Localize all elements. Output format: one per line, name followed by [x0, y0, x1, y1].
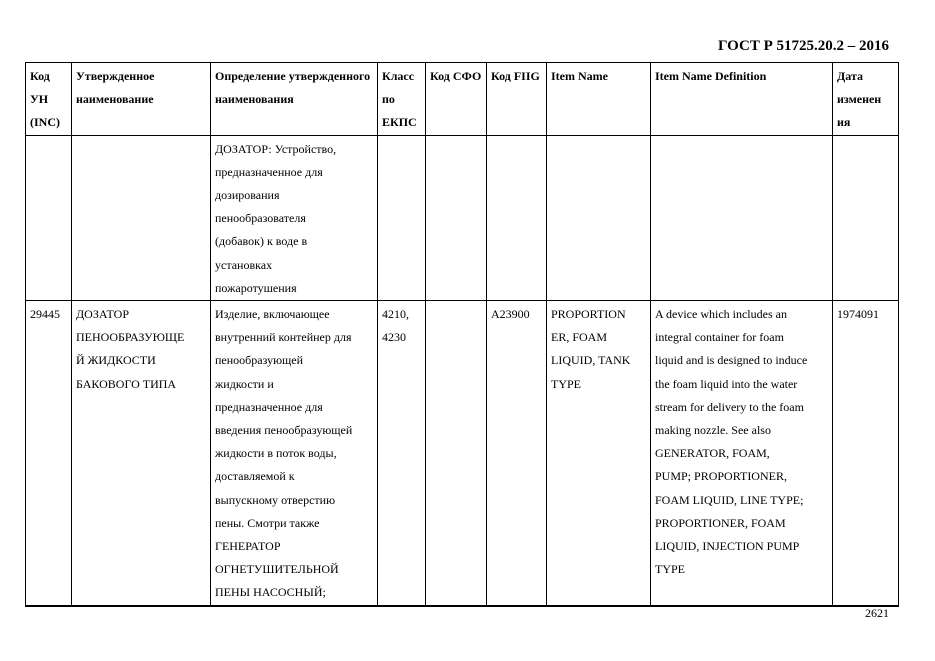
cell-sfo	[426, 135, 487, 300]
header-inc-code: Код УН (INC)	[26, 63, 72, 136]
cell-inc: 29445	[26, 301, 72, 606]
page-number: 2621	[865, 606, 889, 620]
cell-name: ДОЗАТОР ПЕНООБРАЗУЮЩЕ Й ЖИДКОСТИ БАКОВОГО ТИПА	[72, 301, 211, 606]
header-approved-name: Утвержденное наименование	[72, 63, 211, 136]
cell-sfo	[426, 301, 487, 606]
cell-name	[72, 135, 211, 300]
header-item-name: Item Name	[547, 63, 651, 136]
table-row	[26, 301, 899, 606]
item-name-table	[25, 62, 899, 607]
cell-inc	[26, 135, 72, 300]
header-name-definition: Определение утвержденного наименования	[211, 63, 378, 136]
cell-date	[833, 135, 899, 300]
cell-definition: Изделие, включающее внутренний контейнер для пенообразующей жидкости и предназначенное для введения пенообразующей жидкости в поток воды, доставляемой к выпускному отверстию пены. Смотри также ГЕНЕРАТОР ОГНЕТУШИТЕЛЬНОЙ ПЕНЫ НАСОСНЫЙ;	[211, 301, 378, 606]
header-ekps-class: Класс по ЕКПС	[378, 63, 426, 136]
cell-fiig	[487, 135, 547, 300]
table-header-row	[26, 63, 899, 136]
cell-item-name	[547, 135, 651, 300]
table-row	[26, 135, 899, 300]
cell-item-definition: A device which includes an integral container for foam liquid and is designed to induce the foam liquid into the water stream for delivery to the foam making nozzle. See also GENERATOR, FOAM, PUMP; PROPORTIONER, FOAM LIQUID, LINE TYPE; PROPORTIONER, FOAM LIQUID, INJECTION PUMP TYPE	[651, 301, 833, 606]
cell-item-definition	[651, 135, 833, 300]
cell-definition: ДОЗАТОР: Устройство, предназначенное для дозирования пенообразователя (добавок) к воде в установках пожаротушения	[211, 135, 378, 300]
header-item-name-definition: Item Name Definition	[651, 63, 833, 136]
header-fiig-code: Код FIIG	[487, 63, 547, 136]
cell-date: 1974091	[833, 301, 899, 606]
header-change-date: Дата изменен ия	[833, 63, 899, 136]
cell-ekps	[378, 135, 426, 300]
document-standard-header: ГОСТ Р 51725.20.2 – 2016	[717, 38, 889, 54]
cell-fiig: A23900	[487, 301, 547, 606]
cell-ekps: 4210, 4230	[378, 301, 426, 606]
header-sfo-code: Код СФО	[426, 63, 487, 136]
cell-item-name: PROPORTION ER, FOAM LIQUID, TANK TYPE	[547, 301, 651, 606]
